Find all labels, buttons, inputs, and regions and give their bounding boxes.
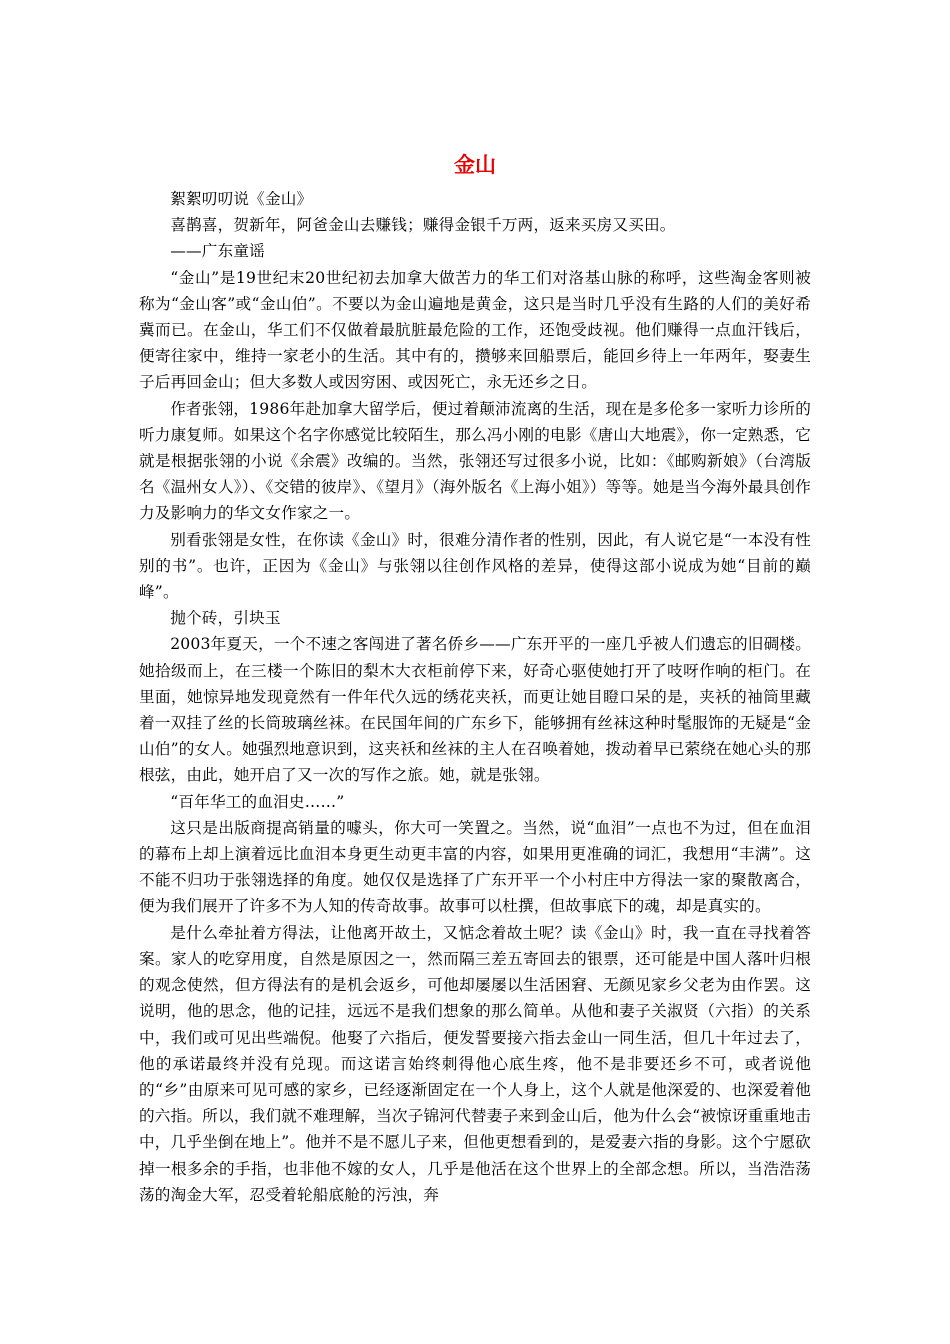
paragraph: 这只是出版商提高销量的噱头，你大可一笑置之。当然，说“血泪”一点也不为过，但在血泪的幕布上却上演着远比血泪本身更生动更丰富的内容，如果用更准确的词汇，我想用“丰满”。这不能不归功于张翎选择的角度。她仅仅是选择了广东开平一个小村庄中方得法一家的聚散离合，便为我们展开了许多不为人知的传奇故事。故事可以杜撰，但故事底下的魂，却是真实的。: [139, 818, 811, 916]
paragraph: 絮絮叨叨说《金山》: [170, 190, 313, 208]
paragraph: 别看张翎是女性，在你读《金山》时，很难分清作者的性别，因此，有人说它是“一本没有性别的书”。也许，正因为《金山》与张翎以往创作风格的差异，使得这部小说成为她“目前的巅峰”。: [139, 530, 811, 602]
document-body: [139, 186, 811, 1208]
document-page: [139, 152, 811, 1208]
paragraph: 抛个砖，引块玉: [170, 609, 281, 628]
document-title: 金山: [454, 153, 496, 177]
paragraph: 作者张翎，1986年赴加拿大留学后，便过着颠沛流离的生活，现在是多伦多一家听力诊所的听力康复师。如果这个名字你感觉比较陌生，那么冯小刚的电影《唐山大地震》，你一定熟悉，它就是根据张翎的小说《余震》改编的。当然，张翎还写过很多小说，比如：《邮购新娘》（台湾版名《温州女人》）、《交错的彼岸》、《望月》（海外版名《上海小姐》）等等。她是当今海外最具创作力及影响力的华文女作家之一。: [139, 399, 811, 523]
paragraph: “百年华工的血泪史……”: [170, 792, 345, 811]
paragraph: “金山”是19世纪末20世纪初去加拿大做苦力的华工们对洛基山脉的称呼，这些淘金客则被称为“金山客”或“金山伯”。不要以为金山遍地是黄金，这只是当时几乎没有生路的人们的美好希冀而已。在金山，华工们不仅做着最肮脏最危险的工作，还饱受歧视。他们赚得一点血汗钱后，便寄往家中，维持一家老小的生活。其中有的，攒够来回船票后，能回乡待上一年两年，娶妻生子后再回金山；但大多数人或因穷困、或因死亡，永无还乡之日。: [139, 268, 811, 392]
paragraph: 喜鹊喜，贺新年，阿爸金山去赚钱；赚得金银千万两，返来买房又买田。: [170, 216, 676, 235]
paragraph: ——广东童谣: [170, 242, 265, 261]
paragraph: 是什么牵扯着方得法，让他离开故土，又惦念着故土呢？读《金山》时，我一直在寻找着答案。家人的吃穿用度，自然是原因之一，然而隔三差五寄回去的银票，还可能是中国人落叶归根的观念使然，但方得法有的是机会返乡，可他却屡屡以生活困窘、无颜见家乡父老为由作罢。这说明，他的思念，他的记挂，远远不是我们想象的那么简单。从他和妻子关淑贤（六指）的关系中，我们或可见出些端倪。他娶了六指后，便发誓要接六指去金山一同生活，但几十年过去了，他的承诺最终并没有兑现。而这诺言始终刺得他心底生疼，他不是非要还乡不可，或者说他的“乡”由原来可见可感的家乡，已经逐渐固定在一个人身上，这个人就是他深爱的、也深爱着他的六指。所以，我们就不难理解，当次子锦河代替妻子来到金山后，他为什么会“被惊讶重重地击中，几乎坐倒在地上”。他并不是不愿儿子来，但他更想看到的，是爱妻六指的身影。这个宁愿砍掉一根多余的手指，也非他不嫁的女人，几乎是他活在这个世界上的全部念想。所以，当浩浩荡荡的淘金大军，忍受着轮船底舱的污浊，奔: [139, 923, 811, 1204]
paragraph: 2003年夏天，一个不速之客闯进了著名侨乡——广东开平的一座几乎被人们遗忘的旧碉楼。她拾级而上，在三楼一个陈旧的梨木大衣柜前停下来，好奇心驱使她打开了吱呀作响的柜门。在里面，她惊异地发现竟然有一件年代久远的绣花夹袄，而更让她目瞪口呆的是，夹袄的袖筒里藏着一双挂了丝的长筒玻璃丝袜。在民国年间的广东乡下，能够拥有丝袜这种时髦服饰的无疑是“金山伯”的女人。她强烈地意识到，这夹袄和丝袜的主人在召唤着她，拨动着早已萦绕在她心头的那根弦，由此，她开启了又一次的写作之旅。她，就是张翎。: [139, 635, 811, 785]
